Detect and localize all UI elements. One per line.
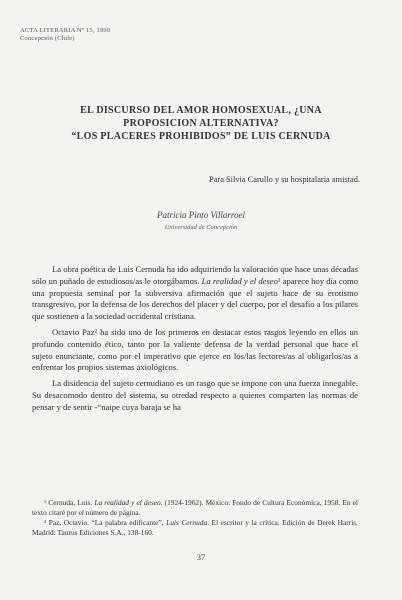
footnote-2 <box>32 518 358 538</box>
title-line-2: PROPOSICION ALTERNATIVA? <box>123 118 279 129</box>
page-number: 37 <box>196 552 206 562</box>
book-title: La realidad y el deseo <box>201 275 278 286</box>
footnote-2-title: Luis Cernuda <box>166 518 208 527</box>
title-line-1: EL DISCURSO DEL AMOR HOMOSEXUAL, ¿UNA <box>80 105 322 116</box>
article-title <box>40 104 362 143</box>
paragraph-2: Octavio Paz² ha sido uno de los primeros en destacar estos rasgos leyendo en ellos un profundo contenido ético, tanto por la valiente defensa de la verdad personal que hace el sujeto enunciante, como por el imperativo que ejerce en los/las lectores/as al obligarlos/as a enfrentar los propios sistemas axiológicos. <box>32 326 358 373</box>
paragraph-3: La disidencia del sujeto cernudiano es un rasgo que se impone con una fuerza innegable. Su desacomodo dentro del sistema, su otredad respecto a quienes comparten las normas de pensar y de sentir -“naipe cuya baraja se ha <box>32 378 358 412</box>
journal-header <box>20 27 110 42</box>
dedication: Para Silvia Carullo y su hospitalaria amistad. <box>209 175 360 184</box>
footnote-1-author: ¹ Cernuda, Luis. <box>44 498 95 507</box>
article-body <box>32 264 358 418</box>
paragraph-1 <box>32 264 358 323</box>
paragraph-1-end: ¹ aparece hoy día como una propuesta seminal por la subversiva afirmación que el sujeto hace de su erotismo transgresivo, por la defensa de los derechos del placer y del cuerpo, por el desafío a los pilares que sostienen a la sociedad occidental cristiana. <box>32 275 359 322</box>
footnote-1-title: La realidad y el deseo <box>94 498 161 507</box>
journal-place: Concepción (Chile) <box>20 34 75 42</box>
title-line-3: “LOS PLACERES PROHIBIDOS” DE LUIS CERNUDA <box>71 131 331 142</box>
footnote-1 <box>32 498 358 518</box>
footnotes <box>32 498 358 538</box>
author-name: Patricia Pinto Villarroel <box>157 210 245 220</box>
footnote-2-author: ² Paz, Octavio. “La palabra edificante”, <box>44 518 167 527</box>
footnote-2-details: . El escritor y la crítica. Edición de Derek Harris. Madrid: Taurus Ediciones S.A., 138-160. <box>32 518 358 537</box>
author-affiliation: Universidad de Concepción <box>164 224 238 231</box>
journal-name: ACTA LITERARIA Nº 15, 1990 <box>20 27 111 34</box>
footnote-1-details: . (1924-1962). México: Fondo de Cultura Económica, 1958. En el texto citaré por el número de página. <box>32 498 358 517</box>
paragraph-1-start: La obra poética de Luis Cernuda ha ido adquiriendo la valoración que hace unas décadas sólo un puñado de estudiosos/as le otorgábamos. <box>32 264 358 286</box>
